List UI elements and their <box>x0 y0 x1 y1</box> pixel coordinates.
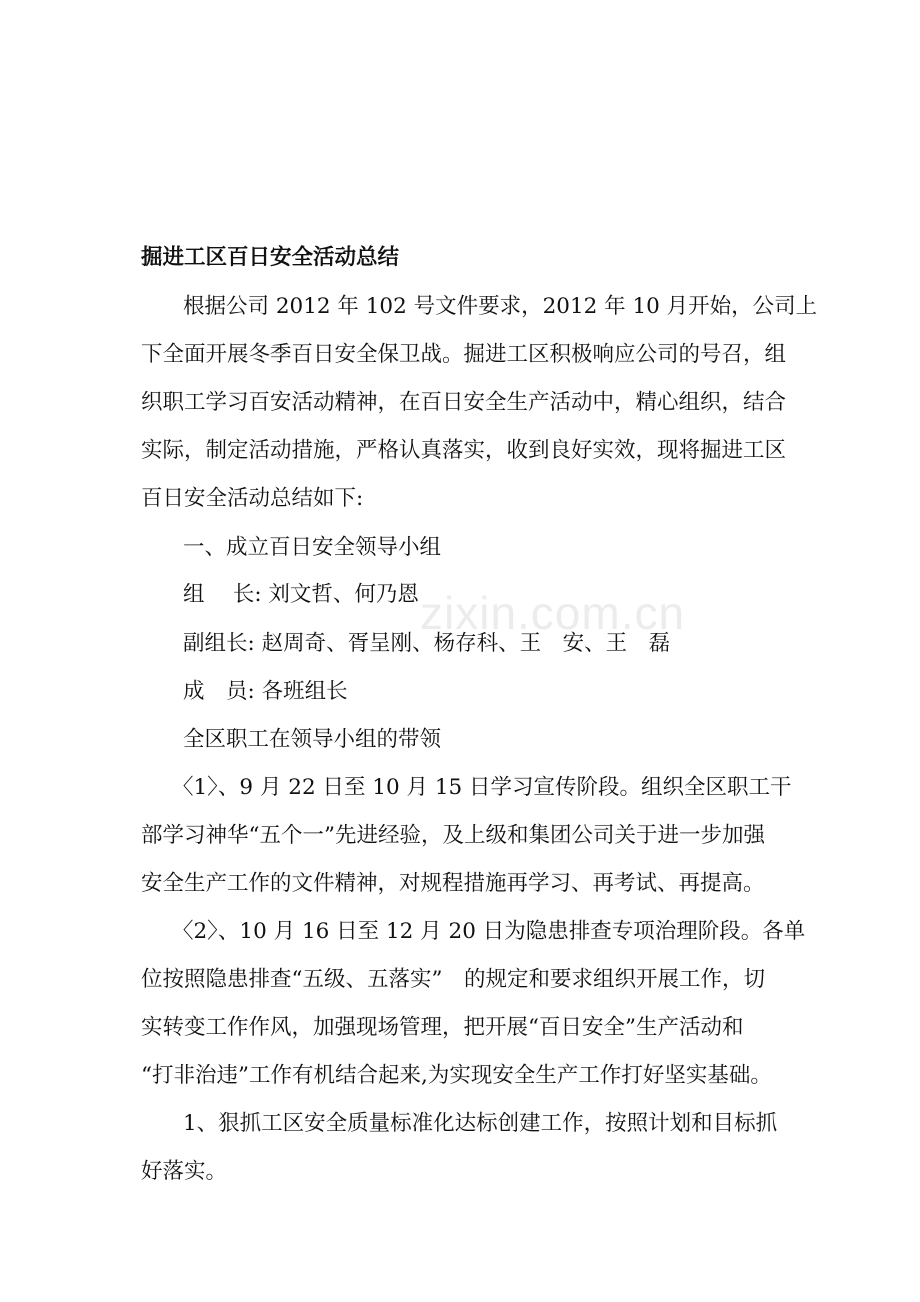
members-line: 成 员: 各班组长 <box>183 679 348 704</box>
deputy-leader-line: 副组长: 赵周奇、胥呈刚、杨存科、王 安、王 磊 <box>183 631 671 656</box>
paragraph-line: 根据公司 2012 年 102 号文件要求，2012 年 10 月开始，公司上 <box>183 294 818 319</box>
document-title: 掘进工区百日安全活动总结 <box>141 245 400 270</box>
paragraph-line: 1、狠抓工区安全质量标准化达标创建工作，按照计划和目标抓 <box>183 1111 778 1136</box>
paragraph-line: 全区职工在领导小组的带领 <box>183 727 442 752</box>
paragraph-line: 百日安全活动总结如下: <box>141 486 364 511</box>
paragraph-line: 〈1〉、9 月 22 日至 10 月 15 日学习宣传阶段。组织全区职工干 <box>172 775 792 800</box>
paragraph-line: 〈2〉、10 月 16 日至 12 月 20 日为隐患排查专项治理阶段。各单 <box>172 919 806 944</box>
section-heading: 一、成立百日安全领导小组 <box>183 535 442 560</box>
paragraph-line: 好落实。 <box>141 1159 228 1184</box>
paragraph-line: 织职工学习百安活动精神，在百日安全生产活动中，精心组织，结合 <box>141 390 787 415</box>
paragraph-line: 位按照隐患排查“五级、五落实” 的规定和要求组织开展工作，切 <box>141 967 765 992</box>
team-leader-line: 组 长: 刘文哲、何乃恩 <box>183 582 419 607</box>
paragraph-line: 安全生产工作的文件精神，对规程措施再学习、再考试、再提高。 <box>141 871 765 896</box>
paragraph-line: 实际，制定活动措施，严格认真落实，收到良好实效，现将掘进工区 <box>141 438 787 463</box>
paragraph-line: 部学习神华“五个一”先进经验，及上级和集团公司关于进一步加强 <box>141 823 765 848</box>
watermark: zixin.com.cn <box>420 587 686 639</box>
paragraph-line: 下全面开展冬季百日安全保卫战。掘进工区积极响应公司的号召，组 <box>141 342 787 367</box>
paragraph-line: 实转变工作作风，加强现场管理，把开展“百日安全”生产活动和 <box>141 1015 744 1040</box>
paragraph-line: “打非治违”工作有机结合起来,为实现安全生产工作打好坚实基础。 <box>141 1063 772 1088</box>
